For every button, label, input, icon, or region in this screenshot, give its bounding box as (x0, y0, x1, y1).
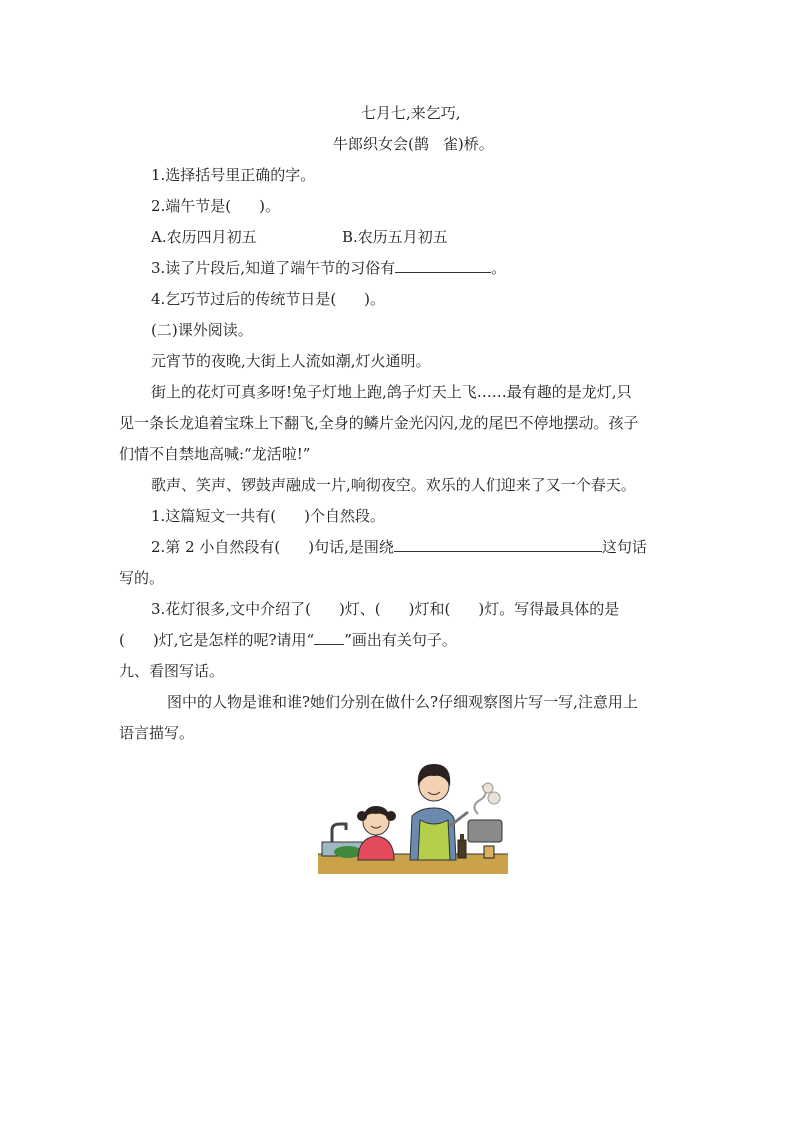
question-2-3-part-c: )灯和( (408, 600, 451, 618)
question-1-2 (151, 196, 280, 216)
faucet-icon (332, 824, 346, 842)
question-2-3-continued (119, 630, 457, 650)
reading-paragraph-2-line-3: 们情不自禁地高喊:“龙活啦!” (119, 445, 311, 463)
question-1-3-end: 。 (491, 259, 507, 277)
section-heading-picture-writing: 九、看图写话。 (119, 662, 225, 680)
question-2-1-end: )个自然段。 (304, 507, 386, 525)
jar-icon (484, 846, 494, 858)
writing-prompt-line-1: 图中的人物是谁和谁?她们分别在做什么?仔细观察图片写一写,注意用上 (167, 693, 638, 711)
reading-paragraph-3: 歌声、笑声、锣鼓声融成一片,响彻夜空。欢乐的人们迎来了又一个春天。 (151, 476, 636, 494)
question-2-2-text: 2.第 2 小自然段有( (151, 538, 281, 556)
question-2-3-part-b: )灯、( (338, 600, 381, 618)
question-1-1: 1.选择括号里正确的字。 (151, 166, 316, 184)
poem-line-2-part-a: 牛郎织女会(鹊 (333, 135, 429, 153)
reading-paragraph-2-line-2: 见一条长龙追着宝珠上下翻飞,全身的鳞片金光闪闪,龙的尾巴不停地摆动。孩子 (119, 414, 639, 432)
question-1-2-close: )。 (259, 197, 281, 215)
poem-line-2-part-b: 雀)桥。 (442, 135, 494, 153)
question-2-3-part-g: ”画出有关句子。 (344, 631, 457, 649)
reading-paragraph-2-line-1: 街上的花灯可真多呀!兔子灯地上跑,鸽子灯天上飞……最有趣的是龙灯,只 (151, 383, 632, 401)
question-2-3-text: 3.花灯很多,文中介绍了( (151, 600, 311, 618)
question-2-2-mid: )句话,是围绕 (308, 538, 394, 556)
question-2-3-part-f: )灯,它是怎样的呢?请用“ (152, 631, 315, 649)
answer-underline[interactable] (394, 537, 602, 552)
question-2-2-continued: 写的。 (119, 569, 165, 587)
question-2-3-part-d: )灯。写得最具体的是 (478, 600, 620, 618)
question-1-4 (151, 289, 385, 309)
poem-line-1: 七月七,来乞巧, (361, 104, 461, 122)
poem-line-2 (333, 134, 494, 154)
question-2-2 (151, 537, 647, 557)
question-2-1 (151, 506, 385, 526)
underline-sample (314, 630, 344, 645)
writing-prompt-line-2: 语言描写。 (119, 724, 195, 742)
question-1-4-text: 4.乞巧节过后的传统节日是( (151, 290, 337, 308)
answer-underline[interactable] (395, 258, 491, 273)
question-1-4-close: )。 (364, 290, 386, 308)
cooking-pot (468, 820, 502, 842)
question-1-2-text: 2.端午节是( (151, 197, 232, 215)
option-a: A.农历四月初五 (151, 228, 257, 246)
question-2-1-text: 1.这篇短文一共有( (151, 507, 277, 525)
girl-figure (357, 806, 396, 860)
question-2-3 (151, 599, 619, 619)
question-2-3-part-e: ( (119, 631, 125, 649)
section-heading-extracurricular: (二)课外阅读。 (151, 321, 253, 339)
option-b: B.农历五月初五 (342, 228, 448, 246)
question-1-3-text: 3.读了片段后,知道了端午节的习俗有 (151, 259, 396, 277)
question-1-3 (151, 258, 506, 278)
cooking-illustration (318, 756, 508, 874)
question-2-2-end: 这句话 (601, 538, 647, 556)
reading-paragraph-1: 元宵节的夜晚,大街上人流如潮,灯火通明。 (151, 352, 431, 370)
bottle-icon (458, 840, 466, 858)
